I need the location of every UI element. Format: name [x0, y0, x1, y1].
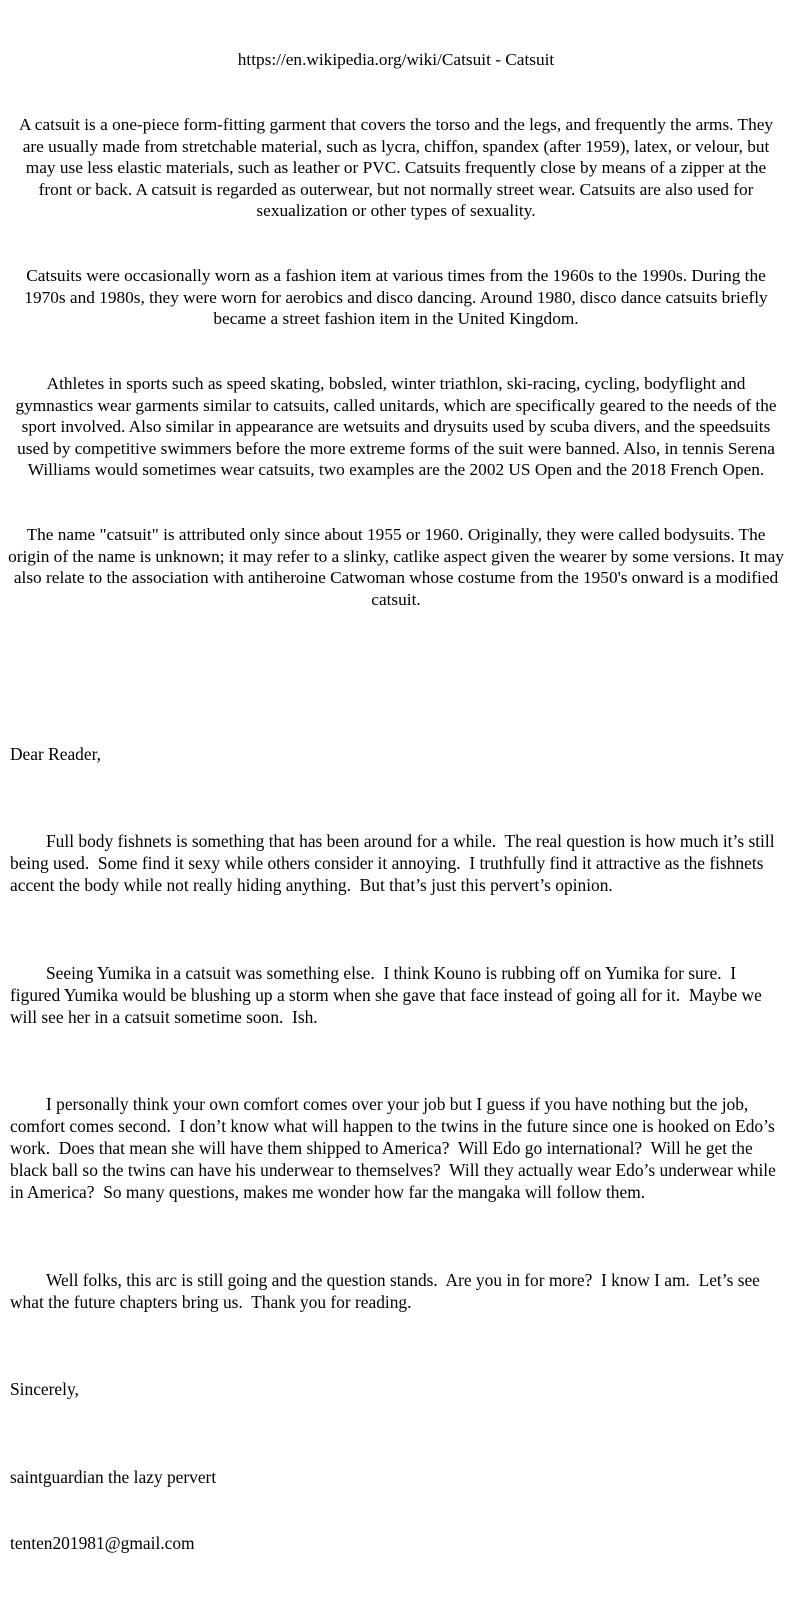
- letter-paragraph-yumika: Seeing Yumika in a catsuit was something else. I think Kouno is rubbing off on Yumika for sure. I figured Yumika would be blushing up a storm when she gave that face instead of going all for it. Maybe we will see her in a catsuit sometime soon. Ish.: [10, 962, 767, 1027]
- letter-closing: Sincerely,: [10, 1379, 79, 1400]
- signature-name: saintguardian the lazy pervert: [10, 1467, 217, 1488]
- reader-letter-section: [8, 700, 784, 1599]
- letter-paragraph-fishnets: Full body fishnets is something that has been around for a while. The real question is how much it’s still being used. Some find it sexy while others consider it annoying. I truthfully find it attractive as the fishnets accent the body while not really hiding anything. But that’s just this pervert’s opinion.: [10, 831, 779, 896]
- wiki-paragraph-definition: A catsuit is a one-piece form-fitting garment that covers the torso and the legs, and frequently the arms. They are usually made from stretchable material, such as lycra, chiffon, spandex (after 1959), latex, or velour, but may use less elastic materials, such as leather or PVC. Catsuits frequently close by means of a zipper at the front or back. A catsuit is regarded as outerwear, but not normally street wear. Catsuits are also used for sexualization or other types of sexuality.: [18, 114, 778, 221]
- wiki-paragraph-fashion-history: Catsuits were occasionally worn as a fashion item at various times from the 1960s to the 1990s. During the 1970s and 1980s, they were worn for aerobics and disco dancing. Around 1980, disco dance catsuits briefly became a street fashion item in the United Kingdom.: [24, 266, 773, 329]
- letter-paragraph-farewell: Well folks, this arc is still going and the question stands. Are you in for more? I know I am. Let’s see what the future chapters bring us. Thank you for reading.: [10, 1269, 765, 1312]
- wiki-paragraph-name-origin: The name "catsuit" is attributed only since about 1955 or 1960. Originally, they were called bodysuits. The origin of the name is unknown; it may refer to a slinky, catlike aspect given the wearer by some versions. It may also relate to the association with antiheroine Catwoman whose costume from the 1950's onward is a modified catsuit.: [8, 525, 789, 610]
- letter-paragraph-twins: I personally think your own comfort comes over your job but I guess if you have nothing but the job, comfort comes second. I don’t know what will happen to the twins in the future since one is hooked on Edo’s work. Does that mean she will have them shipped to America? Will Edo go international? Will he get the black ball so the twins can have his underwear to themselves? Will they actually wear Edo’s underwear while in America? So many questions, makes me wonder how far the mangaka will follow them.: [10, 1094, 781, 1203]
- source-url-title: https://en.wikipedia.org/wiki/Catsuit - Catsuit: [237, 50, 555, 70]
- letter-salutation: Dear Reader,: [10, 743, 102, 764]
- signature-email: tenten201981@gmail.com: [10, 1532, 195, 1553]
- wiki-excerpt-section: [8, 6, 789, 654]
- wiki-paragraph-sports: Athletes in sports such as speed skating, bobsled, winter triathlon, ski-racing, cycling, bodyflight and gymnastics wear garments similar to catsuits, called unitards, which are specifically geared to the needs of the sport involved. Also similar in appearance are wetsuits and drysuits used by scuba divers, and the speedsuits used by competitive swimmers before the more extreme forms of the suit were banned. Also, in tennis Serena Williams would sometimes wear catsuits, two examples are the 2002 US Open and the 2018 French Open.: [15, 374, 781, 480]
